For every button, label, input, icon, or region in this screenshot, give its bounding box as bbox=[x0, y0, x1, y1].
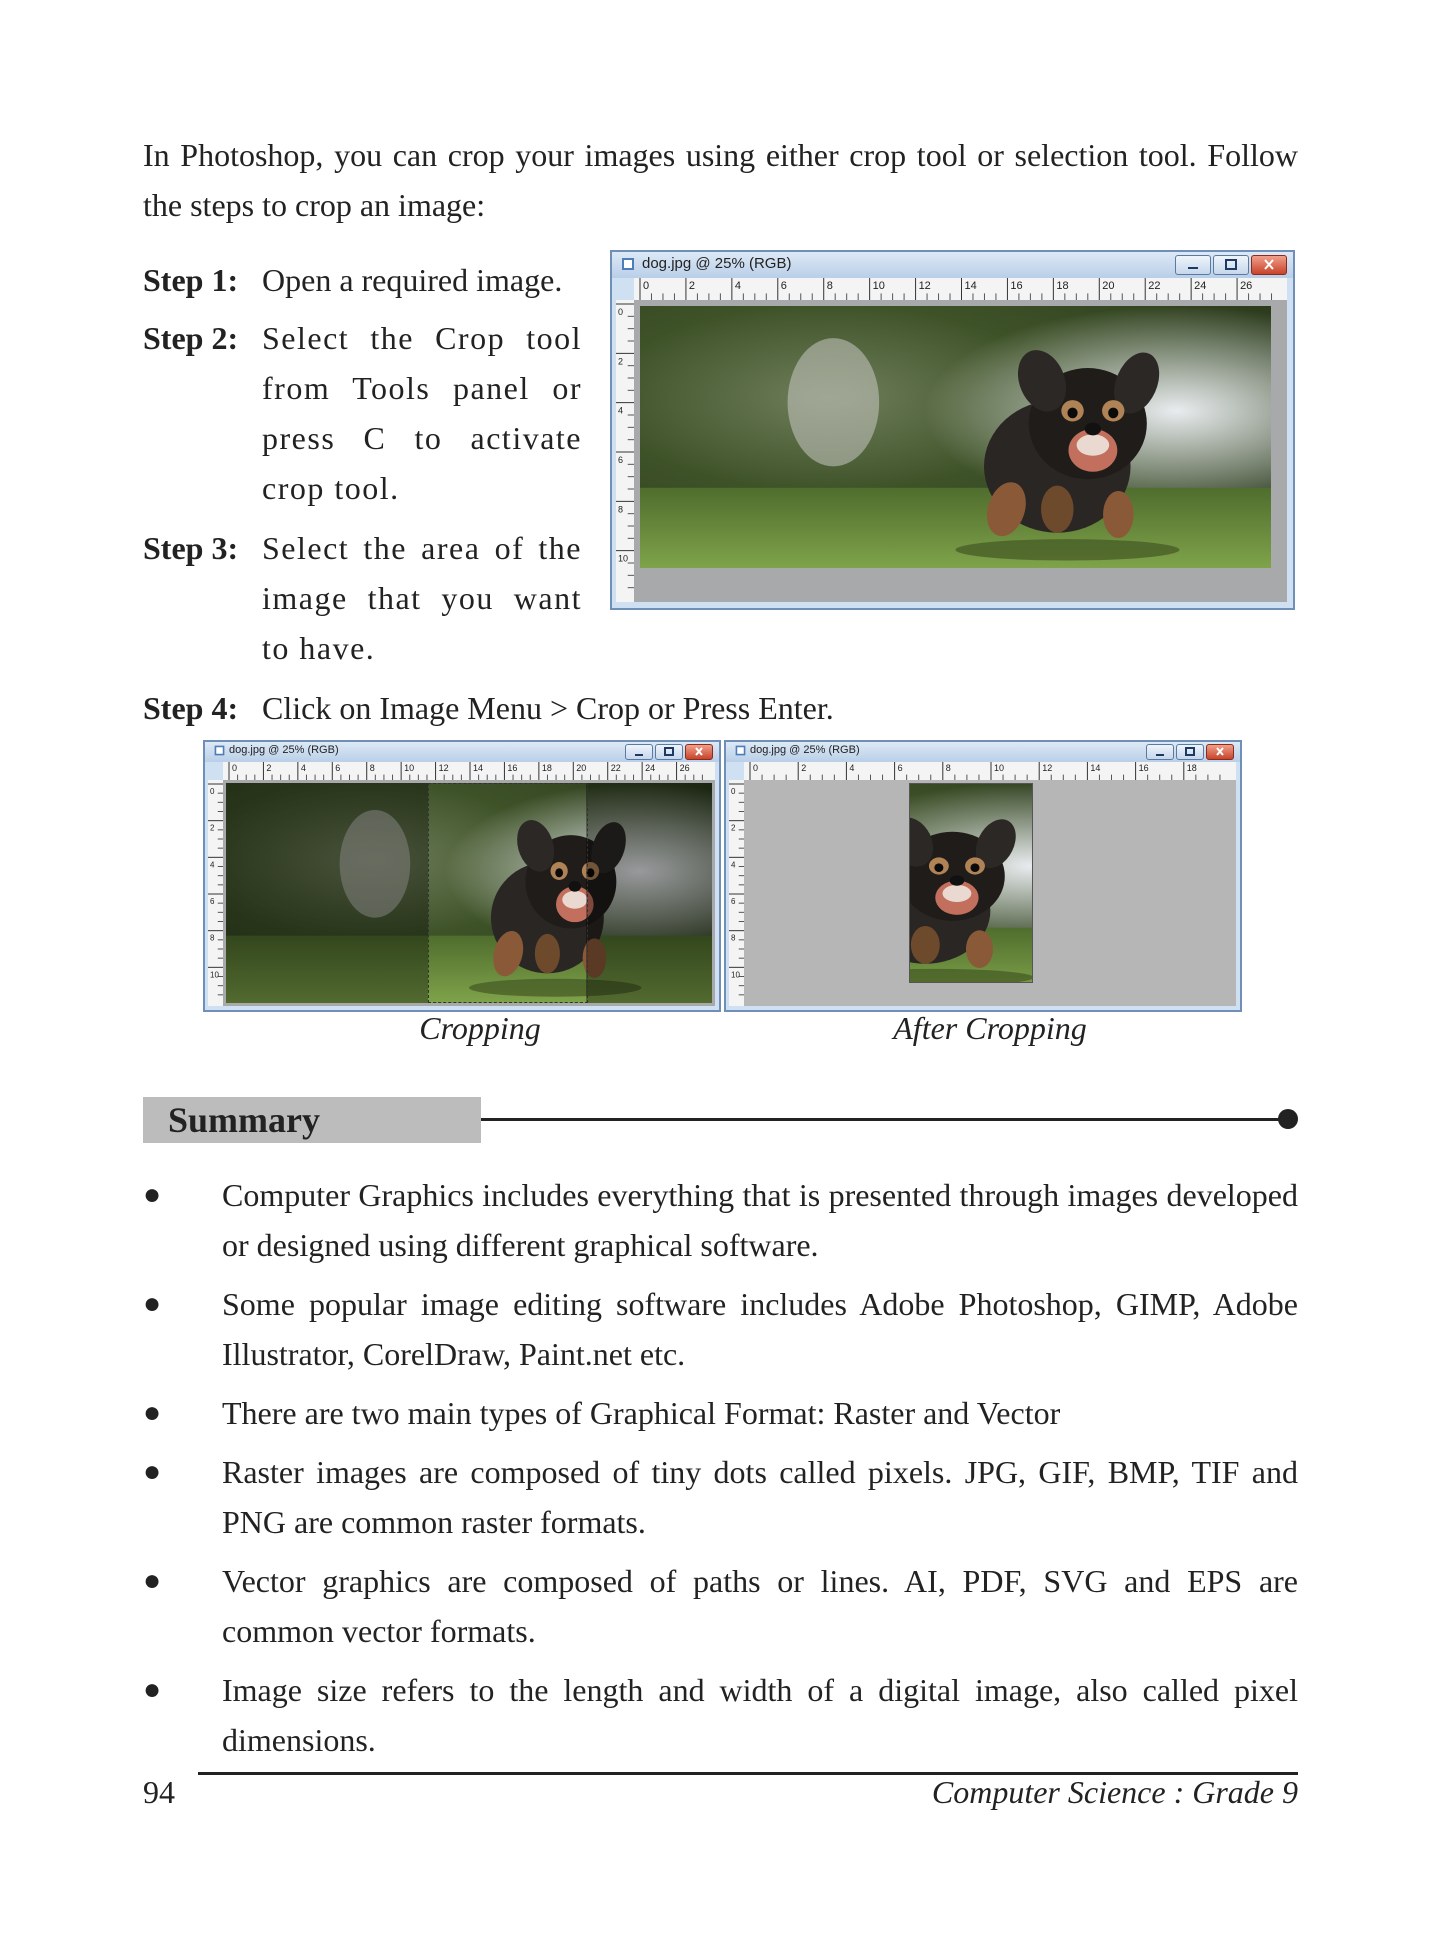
summary-item: There are two main types of Graphical Format: Raster and Vector bbox=[222, 1395, 1061, 1431]
ruler-label: 4 bbox=[618, 405, 624, 416]
window-title: dog.jpg @ 25% (RGB) bbox=[750, 744, 860, 756]
summary-rule bbox=[481, 1118, 1287, 1121]
ruler-label: 2 bbox=[731, 823, 736, 833]
window-titlebar bbox=[205, 742, 719, 762]
ruler-label: 8 bbox=[369, 763, 375, 773]
photoshop-document-icon bbox=[213, 744, 226, 757]
ruler-label: 22 bbox=[610, 763, 621, 773]
ruler-ticks bbox=[223, 762, 715, 780]
ruler-label: 0 bbox=[210, 787, 215, 796]
dog-photo bbox=[640, 306, 1271, 568]
summary-rule-end-dot bbox=[1278, 1109, 1298, 1129]
caption-cropping: Cropping bbox=[419, 1010, 541, 1046]
page-number: 94 bbox=[143, 1774, 175, 1810]
summary-title: Summary bbox=[168, 1100, 320, 1140]
step-3-label: Step 3: bbox=[143, 530, 239, 566]
step-4-label: Step 4: bbox=[143, 690, 239, 726]
minimize-button[interactable] bbox=[1175, 255, 1211, 275]
ruler-label: 2 bbox=[210, 823, 215, 833]
step-2-text: Select the Crop tool from Tools panel or press C to activate crop tool. bbox=[262, 320, 582, 506]
ruler-label: 20 bbox=[1102, 280, 1115, 292]
ruler-label: 22 bbox=[1148, 280, 1161, 292]
ruler-label: 8 bbox=[731, 933, 736, 943]
vertical-ruler bbox=[616, 300, 635, 602]
horizontal-ruler bbox=[634, 278, 1287, 301]
ruler-ticks bbox=[634, 278, 1287, 300]
summary-item: Raster images are composed of tiny dots called pixels. JPG, GIF, BMP, TIF and PNG are common raster formats. bbox=[222, 1454, 1298, 1540]
ruler-label: 20 bbox=[576, 763, 587, 773]
canvas-area[interactable] bbox=[223, 780, 715, 1006]
canvas-area[interactable] bbox=[634, 300, 1287, 602]
step-4-text: Click on Image Menu > Crop or Press Enter. bbox=[262, 690, 834, 726]
ruler-label: 8 bbox=[945, 763, 951, 773]
vertical-ruler bbox=[208, 780, 224, 1006]
maximize-button[interactable] bbox=[1176, 744, 1204, 760]
ruler-label: 18 bbox=[1186, 763, 1197, 773]
ruler-label: 14 bbox=[473, 763, 484, 773]
ruler-label: 0 bbox=[618, 307, 624, 317]
window-titlebar bbox=[726, 742, 1240, 762]
close-button[interactable] bbox=[685, 744, 713, 760]
ruler-label: 4 bbox=[734, 280, 741, 292]
ruler-label: 14 bbox=[1090, 763, 1101, 773]
photoshop-window-cropping bbox=[203, 740, 721, 1012]
horizontal-ruler bbox=[744, 762, 1236, 781]
caption-after-cropping: After Cropping bbox=[893, 1010, 1087, 1046]
ruler-label: 10 bbox=[994, 763, 1005, 773]
bullet-icon: ● bbox=[143, 1287, 162, 1320]
close-icon bbox=[686, 745, 712, 759]
crop-selection-box[interactable] bbox=[428, 783, 588, 1003]
photoshop-document-icon bbox=[734, 744, 747, 757]
dog-photo-cropped bbox=[909, 783, 1033, 983]
window-title: dog.jpg @ 25% (RGB) bbox=[642, 255, 792, 272]
ruler-label: 24 bbox=[1194, 280, 1207, 292]
minimize-button[interactable] bbox=[1146, 744, 1174, 760]
ruler-label: 6 bbox=[731, 897, 736, 906]
close-button[interactable] bbox=[1251, 255, 1287, 275]
close-button[interactable] bbox=[1206, 744, 1234, 760]
ruler-label: 8 bbox=[618, 504, 624, 515]
maximize-button[interactable] bbox=[1213, 255, 1249, 275]
ruler-label: 0 bbox=[753, 763, 759, 773]
vertical-ruler bbox=[729, 780, 745, 1006]
ruler-label: 6 bbox=[780, 280, 787, 292]
window-title: dog.jpg @ 25% (RGB) bbox=[229, 744, 339, 756]
ruler-label: 2 bbox=[618, 356, 624, 367]
summary-item: Some popular image editing software includes Adobe Photoshop, GIMP, Adobe Illustrator, CorelDraw, Paint.net etc. bbox=[222, 1286, 1298, 1372]
minimize-icon bbox=[1147, 745, 1173, 759]
step-3-text: Select the area of the image that you want to have. bbox=[262, 530, 582, 666]
canvas-area[interactable] bbox=[744, 780, 1236, 1006]
maximize-icon bbox=[1177, 745, 1203, 759]
ruler-label: 26 bbox=[1240, 280, 1253, 292]
book-title: Computer Science : Grade 9 bbox=[931, 1774, 1298, 1810]
ruler-ticks bbox=[744, 762, 1236, 780]
ruler-label: 2 bbox=[266, 763, 272, 773]
horizontal-ruler bbox=[223, 762, 715, 781]
ruler-label: 4 bbox=[210, 860, 215, 870]
ruler-ticks-vertical bbox=[616, 300, 634, 602]
ruler-label: 10 bbox=[618, 553, 629, 564]
step-1-label: Step 1: bbox=[143, 262, 239, 298]
maximize-button[interactable] bbox=[655, 744, 683, 760]
close-icon bbox=[1252, 256, 1286, 274]
bullet-icon: ● bbox=[143, 1396, 162, 1429]
minimize-icon bbox=[626, 745, 652, 759]
ruler-label: 10 bbox=[210, 970, 219, 980]
cropped-image bbox=[909, 783, 1033, 983]
ruler-label: 6 bbox=[210, 897, 215, 906]
minimize-button[interactable] bbox=[625, 744, 653, 760]
ruler-label: 10 bbox=[404, 763, 415, 773]
ruler-label: 18 bbox=[1056, 280, 1069, 292]
ruler-label: 6 bbox=[335, 763, 341, 773]
ruler-label: 18 bbox=[541, 763, 552, 773]
photoshop-document-icon bbox=[620, 256, 636, 272]
ruler-label: 4 bbox=[849, 763, 855, 773]
ruler-label: 6 bbox=[897, 763, 903, 773]
bullet-icon: ● bbox=[143, 1673, 162, 1706]
summary-item: Computer Graphics includes everything that is presented through images developed or designed using different graphical software. bbox=[222, 1177, 1298, 1263]
ruler-ticks-vertical bbox=[729, 780, 744, 1006]
minimize-icon bbox=[1176, 256, 1210, 274]
ruler-label: 12 bbox=[438, 763, 449, 773]
ruler-label: 8 bbox=[210, 933, 215, 943]
bullet-icon: ● bbox=[143, 1455, 162, 1488]
ruler-label: 16 bbox=[507, 763, 518, 773]
maximize-icon bbox=[656, 745, 682, 759]
photoshop-window-after-cropping bbox=[724, 740, 1242, 1012]
ruler-label: 0 bbox=[232, 763, 238, 773]
step-2-label: Step 2: bbox=[143, 320, 239, 356]
ruler-label: 0 bbox=[643, 280, 650, 292]
ruler-label: 24 bbox=[645, 763, 656, 773]
ruler-label: 6 bbox=[618, 455, 624, 465]
ruler-label: 16 bbox=[1138, 763, 1149, 773]
close-icon bbox=[1207, 745, 1233, 759]
bullet-icon: ● bbox=[143, 1178, 162, 1211]
crop-shield-right bbox=[586, 783, 712, 1003]
ruler-label: 8 bbox=[826, 280, 833, 292]
ruler-label: 12 bbox=[1042, 763, 1053, 773]
intro-paragraph: In Photoshop, you can crop your images using either crop tool or selection tool. Follow the steps to crop an image: bbox=[143, 137, 1298, 223]
bullet-icon: ● bbox=[143, 1564, 162, 1597]
ruler-label: 0 bbox=[731, 787, 736, 796]
crop-shield-left bbox=[226, 783, 428, 1003]
ruler-label: 2 bbox=[688, 280, 696, 292]
ruler-label: 4 bbox=[731, 860, 736, 870]
ruler-label: 4 bbox=[300, 763, 306, 773]
ruler-label: 12 bbox=[918, 280, 931, 292]
ruler-label: 10 bbox=[731, 970, 740, 980]
ruler-label: 14 bbox=[964, 280, 977, 292]
summary-item: Vector graphics are composed of paths or lines. AI, PDF, SVG and EPS are common vector formats. bbox=[222, 1563, 1298, 1649]
ruler-ticks-vertical bbox=[208, 780, 223, 1006]
step-1-text: Open a required image. bbox=[262, 262, 563, 298]
ruler-label: 26 bbox=[679, 763, 690, 773]
summary-item: Image size refers to the length and width of a digital image, also called pixel dimensions. bbox=[222, 1672, 1298, 1758]
photoshop-window-main bbox=[610, 250, 1295, 610]
ruler-label: 16 bbox=[1010, 280, 1023, 292]
maximize-icon bbox=[1214, 256, 1248, 274]
ruler-label: 10 bbox=[872, 280, 885, 292]
window-titlebar bbox=[612, 252, 1293, 278]
ruler-label: 2 bbox=[801, 763, 807, 773]
